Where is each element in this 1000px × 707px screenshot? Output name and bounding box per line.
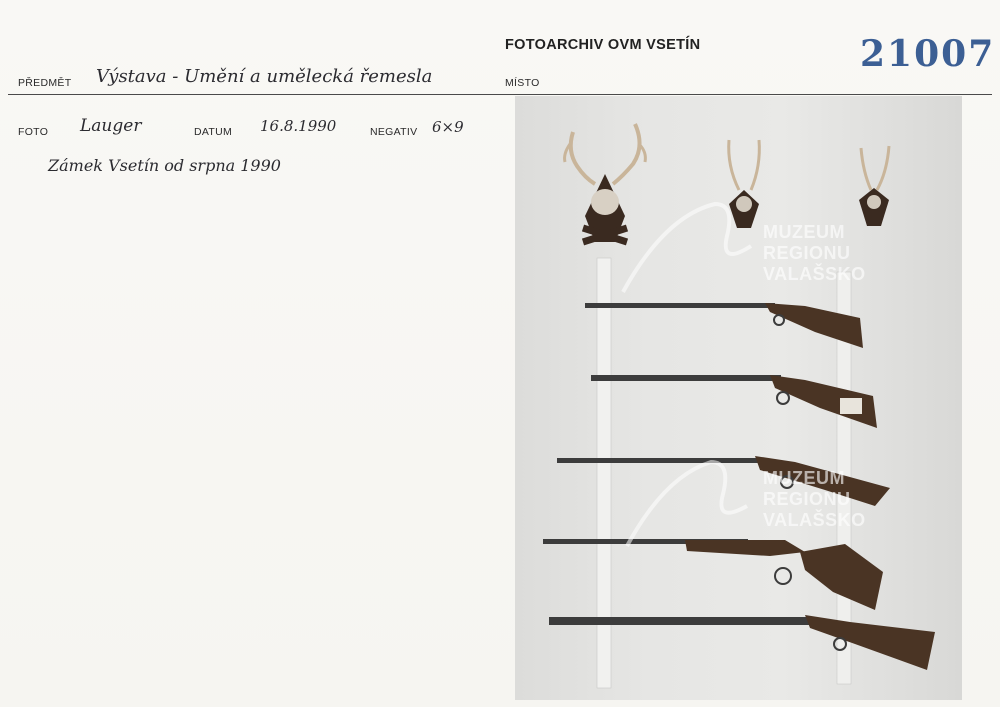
datum-label: DATUM — [194, 126, 233, 138]
watermark-top: MUZEUM REGIONU VALAŠSKO — [763, 222, 866, 284]
header-divider — [8, 94, 992, 95]
predmet-value: Výstava - Umění a umělecká řemesla — [96, 66, 433, 87]
faint-stamp-remnant — [120, 0, 380, 20]
foto-label: FOTO — [18, 126, 49, 138]
foto-value: Lauger — [80, 116, 142, 136]
antler-trophy-icon — [729, 140, 760, 228]
misto-label: MÍSTO — [505, 77, 540, 89]
watermark-bottom: MUZEUM REGIONU VALAŠSKO — [763, 468, 866, 530]
antler-trophy-icon — [565, 124, 646, 242]
handwritten-note: Zámek Vsetín od srpna 1990 — [48, 156, 281, 175]
rifle-icon — [591, 375, 877, 428]
archive-title: FOTOARCHIV OVM VSETÍN — [505, 37, 701, 53]
inventory-number: 21007 — [860, 33, 996, 75]
rifle-icon — [585, 303, 863, 348]
photo-content — [515, 96, 962, 700]
predmet-label: PŘEDMĚT — [18, 77, 72, 89]
antler-trophy-icon — [859, 146, 889, 226]
rifle-icon — [543, 539, 883, 610]
datum-value: 16.8.1990 — [260, 117, 337, 135]
negativ-label: NEGATIV — [370, 126, 418, 138]
exhibition-photo — [515, 96, 962, 700]
negativ-value: 6×9 — [432, 118, 464, 136]
